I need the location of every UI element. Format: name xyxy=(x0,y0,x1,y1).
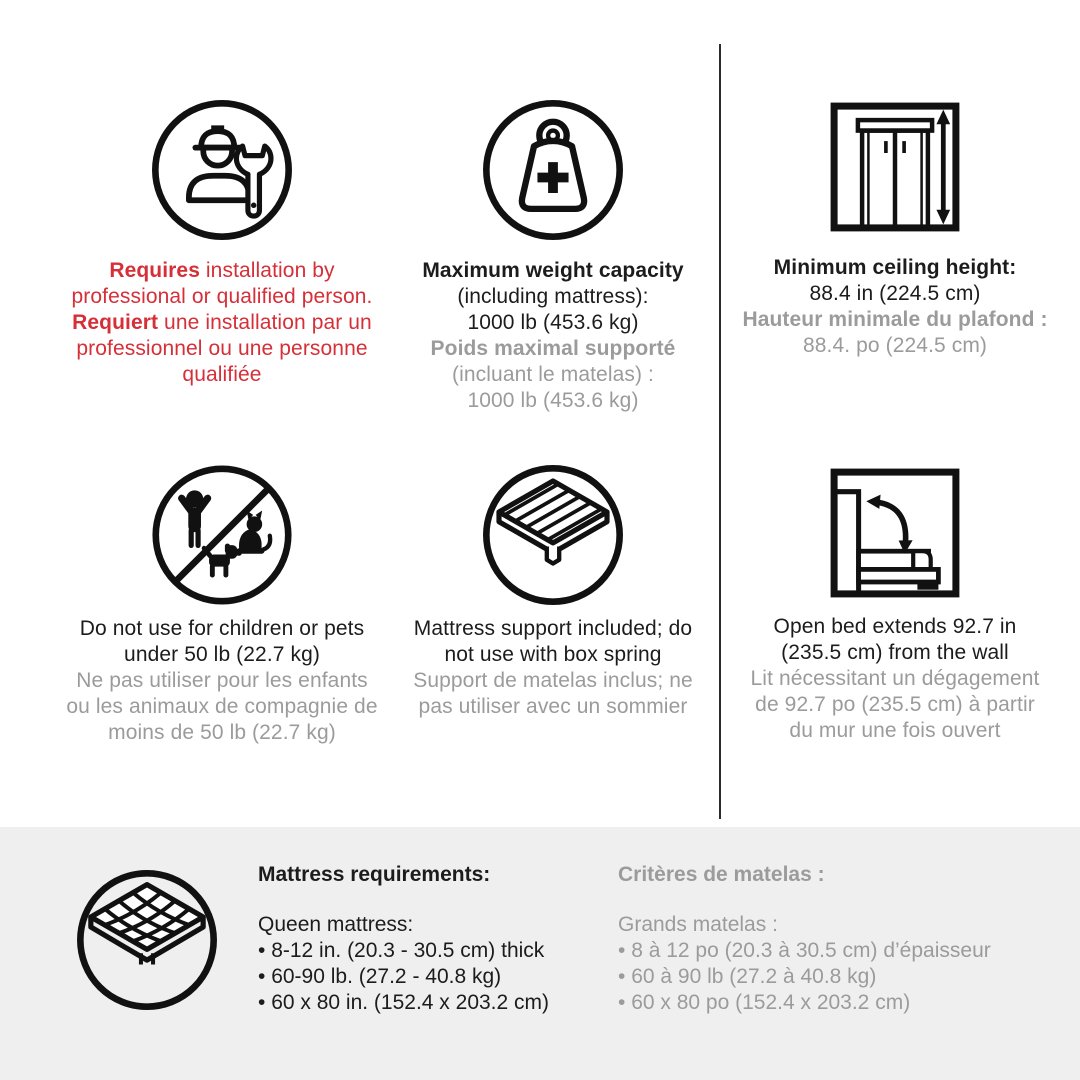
open-bed-swing-icon xyxy=(735,460,1055,606)
ceiling-height-text xyxy=(735,255,1055,359)
text-line: Poids maximal supporté xyxy=(430,337,676,360)
text-line: professional or qualified person. xyxy=(71,285,373,308)
feature-no-children-pets xyxy=(30,462,414,746)
child-silhouette xyxy=(182,490,208,548)
text-line: Maximum weight capacity xyxy=(422,259,684,282)
text-line: moins de 50 lb (22.7 kg) xyxy=(108,721,336,744)
requirements-subheading: Queen mattress: xyxy=(258,913,414,936)
text-line: ou les animaux de compagnie de xyxy=(66,695,378,718)
open-bed-text xyxy=(735,614,1055,744)
feature-open-bed xyxy=(735,460,1055,744)
requirement-bullet: • 60 x 80 in. (152.4 x 203.2 cm) xyxy=(258,990,549,1016)
text-line: 88.4 in (224.5 cm) xyxy=(809,282,981,305)
requirement-bullet: • 8 à 12 po (20.3 à 30.5 cm) d’épaisseur xyxy=(618,938,991,964)
requirement-bullet: • 8-12 in. (20.3 - 30.5 cm) thick xyxy=(258,938,549,964)
tufted-mattress-icon xyxy=(75,868,219,1012)
text-line: Requires installation by xyxy=(109,259,335,282)
text-line: 1000 lb (453.6 kg) xyxy=(467,389,639,412)
text-line: Requiert une installation par un xyxy=(72,311,372,334)
ceiling-height-arrow-icon xyxy=(735,94,1055,240)
text-line: Do not use for children or pets xyxy=(79,617,365,640)
text-line: du mur une fois ouvert xyxy=(789,719,1001,742)
text-line: Support de matelas inclus; ne xyxy=(413,669,693,692)
installation-text xyxy=(30,258,414,388)
mattress-requirements-en xyxy=(258,862,549,1016)
text-line: Minimum ceiling height: xyxy=(773,256,1017,279)
requirements-heading: Critères de matelas : xyxy=(618,863,825,886)
text-line: qualifiée xyxy=(182,363,262,386)
mattress-slats-icon xyxy=(401,462,705,608)
no-children-pets-icon xyxy=(30,462,414,608)
text-line: under 50 lb (22.7 kg) xyxy=(124,643,320,666)
text-line: Mattress support included; do xyxy=(413,617,693,640)
requirements-subheading: Grands matelas : xyxy=(618,913,778,936)
text-line: (including mattress): xyxy=(457,285,649,308)
text-line: professionnel ou une personne xyxy=(76,337,368,360)
installer-hardhat-wrench-icon xyxy=(30,97,414,243)
feature-installation xyxy=(30,97,414,388)
no-children-pets-text xyxy=(30,616,414,746)
text-line: not use with box spring xyxy=(444,643,662,666)
text-line: Hauteur minimale du plafond : xyxy=(742,308,1048,331)
tufted-mattress-icon xyxy=(75,868,219,1017)
weight-plus-icon xyxy=(401,97,705,243)
text-line: Lit nécessitant un dégagement xyxy=(750,667,1040,690)
text-line: Open bed extends 92.7 in xyxy=(773,615,1017,638)
requirement-bullet: • 60 x 80 po (152.4 x 203.2 cm) xyxy=(618,990,991,1016)
text-line: (235.5 cm) from the wall xyxy=(781,641,1009,664)
open-bed-swing-icon xyxy=(825,463,965,603)
text-line: Ne pas utiliser pour les enfants xyxy=(76,669,368,692)
weight-plus-icon xyxy=(481,98,625,242)
text-line: 88.4. po (224.5 cm) xyxy=(803,334,987,357)
text-line: de 92.7 po (235.5 cm) à partir xyxy=(755,693,1035,716)
requirement-bullet: • 60-90 lb. (27.2 - 40.8 kg) xyxy=(258,964,549,990)
mattress-slats-icon xyxy=(481,463,625,607)
ceiling-height-arrow-icon xyxy=(825,97,965,237)
divider-line xyxy=(719,44,721,819)
feature-max-weight xyxy=(401,97,705,414)
requirement-bullet: • 60 à 90 lb (27.2 à 40.8 kg) xyxy=(618,964,991,990)
feature-mattress-support xyxy=(401,462,705,720)
mattress-support-text xyxy=(401,616,705,720)
no-children-pets-icon xyxy=(150,463,294,607)
requirements-heading: Mattress requirements: xyxy=(258,863,491,886)
text-line: 1000 lb (453.6 kg) xyxy=(467,311,639,334)
mattress-requirements-fr xyxy=(618,862,991,1016)
text-line: pas utiliser avec un sommier xyxy=(418,695,688,718)
feature-ceiling-height xyxy=(735,94,1055,359)
text-line: (incluant le matelas) : xyxy=(452,363,654,386)
installer-hardhat-wrench-icon xyxy=(150,98,294,242)
max-weight-text xyxy=(401,258,705,414)
